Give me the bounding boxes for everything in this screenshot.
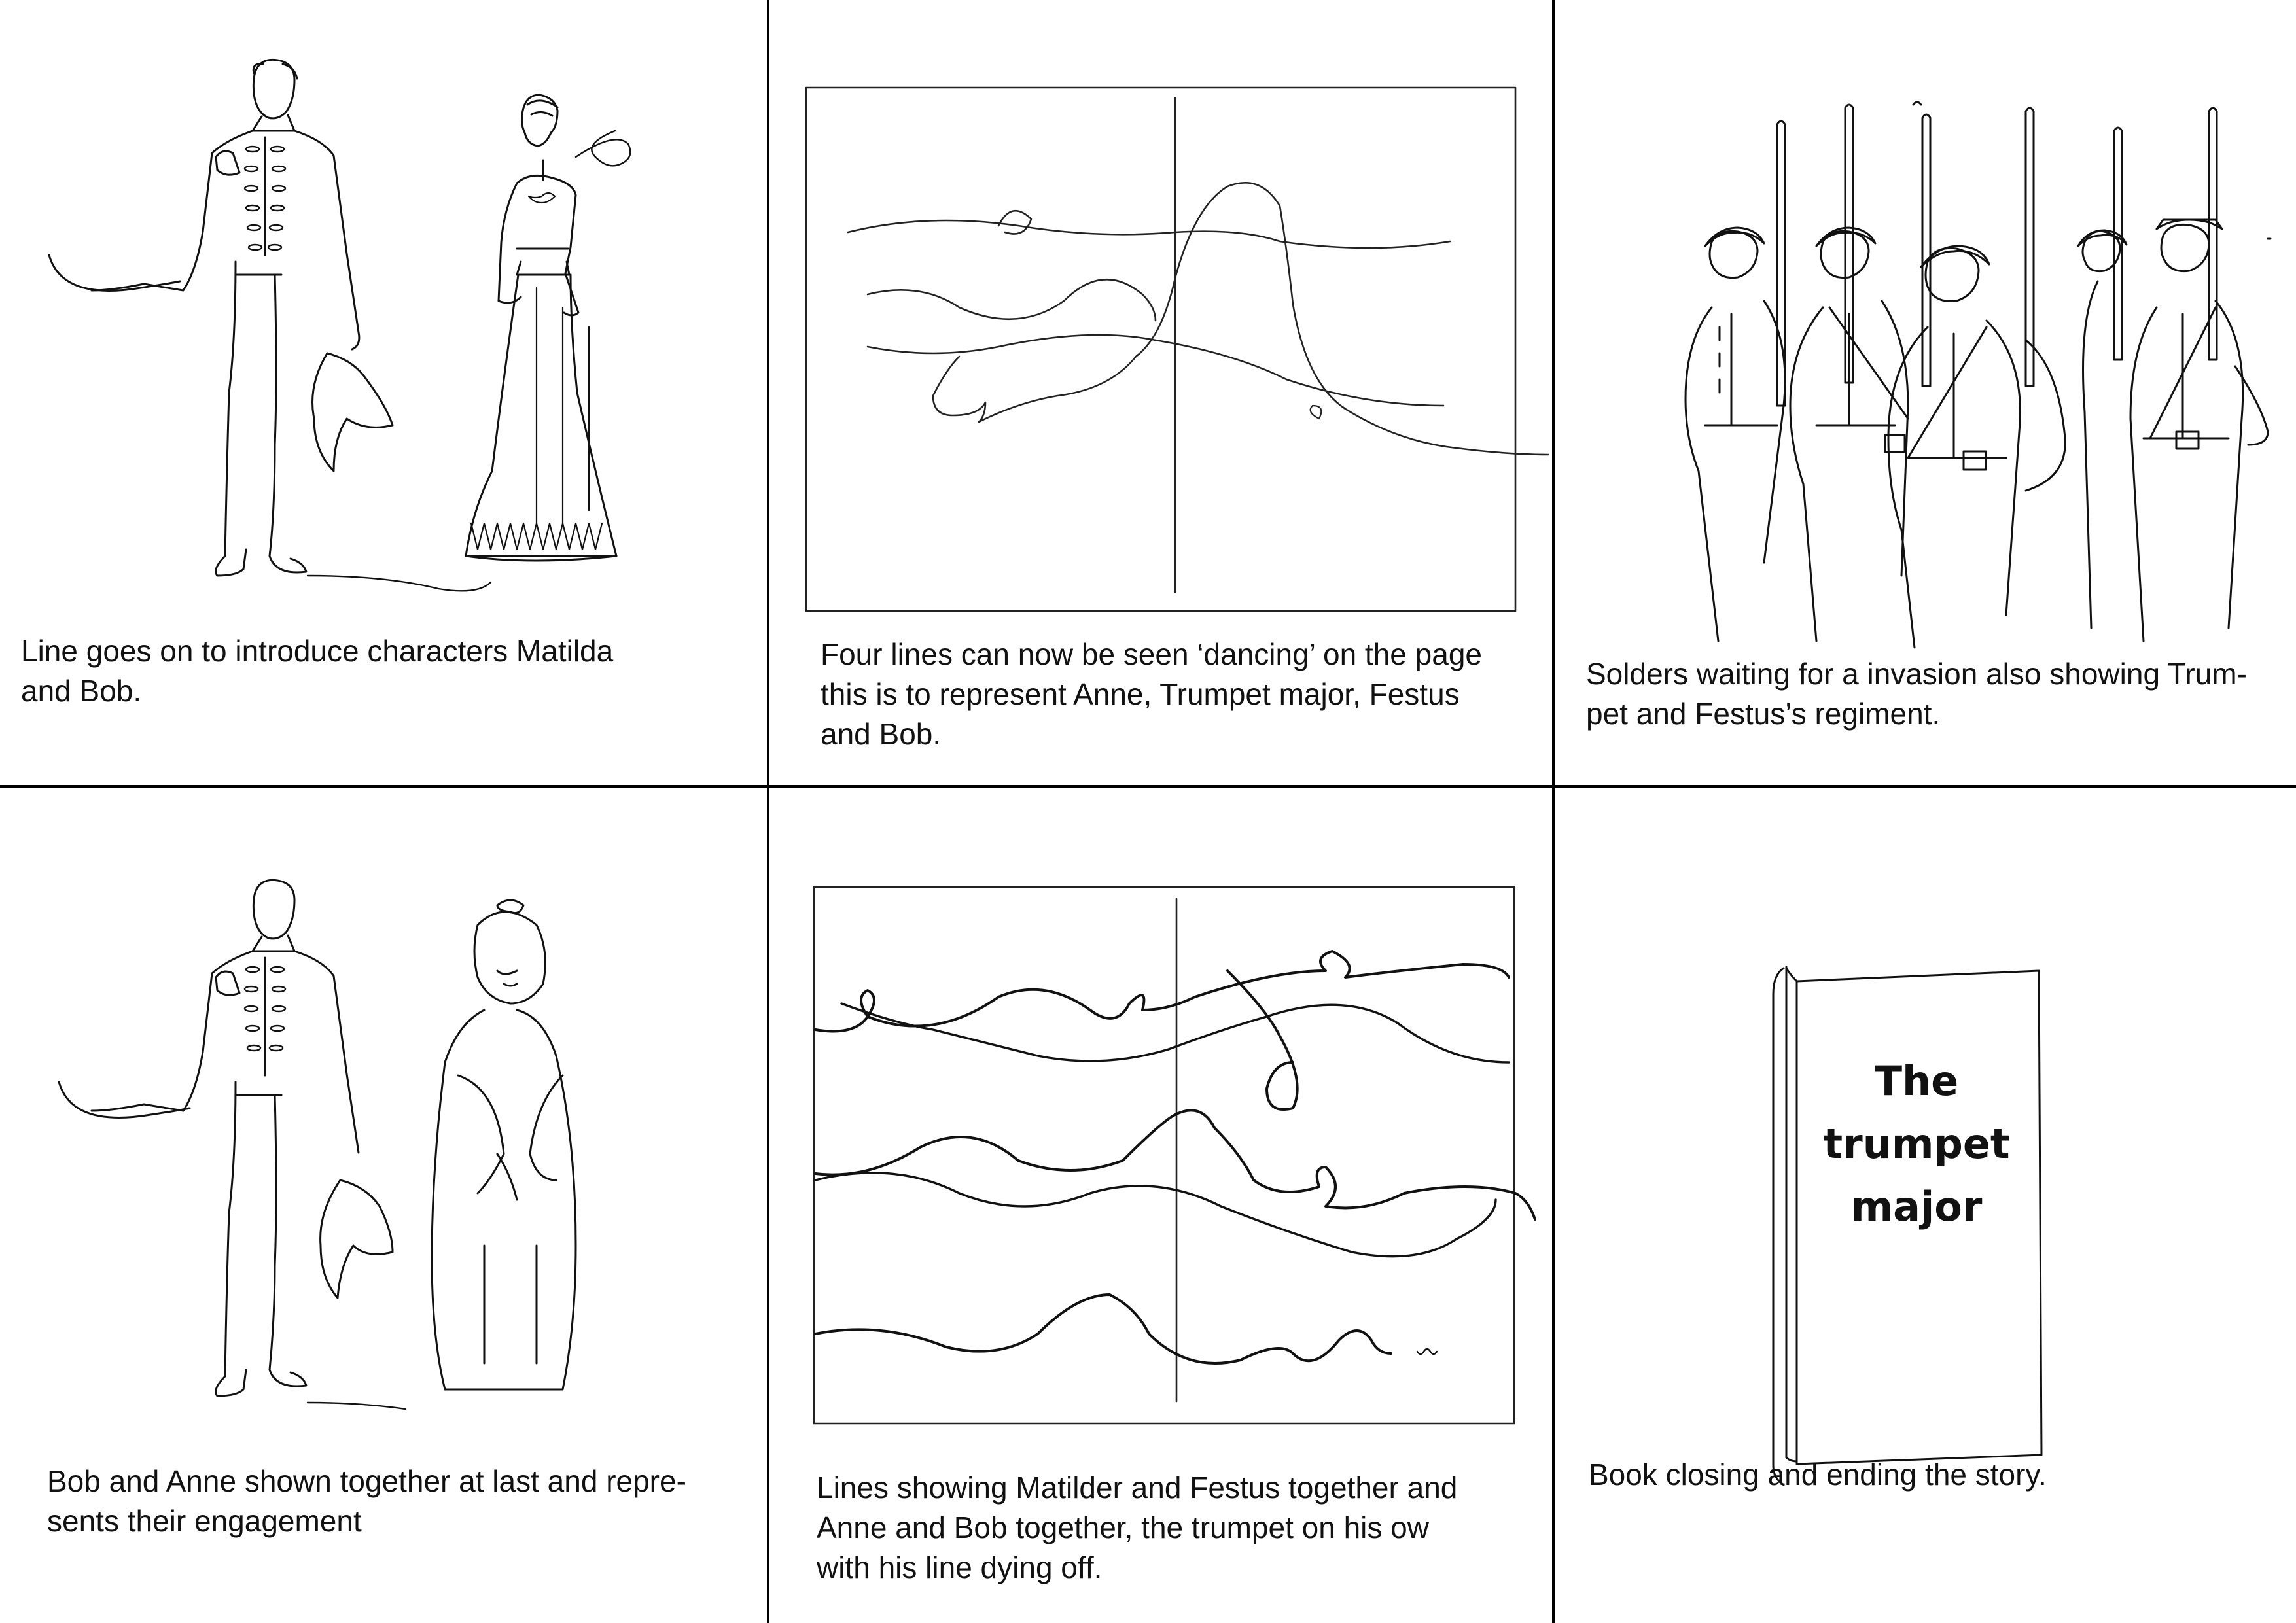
line-matilda-festus bbox=[815, 951, 1509, 1032]
bob-figure bbox=[92, 60, 393, 576]
closed-book-illustration bbox=[1555, 788, 2296, 1623]
caption-panel-4: Bob and Anne shown together at last and repre- sents their engagement bbox=[47, 1464, 686, 1538]
soldier-figure bbox=[2130, 220, 2268, 641]
soldier-figure bbox=[1790, 228, 1908, 641]
line-anne-bob bbox=[815, 1110, 1535, 1219]
soldier-figure bbox=[2078, 230, 2127, 628]
caption-panel-1: Line goes on to introduce characters Matilda and Bob. bbox=[21, 634, 614, 708]
book-spine bbox=[1773, 968, 1784, 1485]
story-line bbox=[49, 255, 180, 290]
storyboard-panel-3 bbox=[1555, 0, 2296, 785]
soldier-figure bbox=[1888, 246, 2065, 648]
caption-panel-2: Four lines can now be seen ‘dancing’ on the page this is to represent Anne, Trumpet major, Festus and Bob. bbox=[821, 637, 1482, 751]
page-frame bbox=[806, 88, 1515, 611]
storyboard-panel-2 bbox=[769, 0, 1552, 785]
bob-figure bbox=[92, 880, 393, 1396]
dancing-line-4 bbox=[933, 183, 1548, 455]
dancing-line-1 bbox=[848, 220, 1450, 248]
storyboard-panel-4 bbox=[0, 788, 767, 1623]
storyboard-panel-5 bbox=[769, 788, 1552, 1623]
storyboard-panel-6 bbox=[1555, 788, 2296, 1623]
book-title-line-2: trumpet bbox=[1823, 1120, 2010, 1168]
line-trumpet-major bbox=[815, 1295, 1391, 1363]
dancing-line-2 bbox=[868, 279, 1156, 321]
caption-panel-5: Lines showing Matilder and Festus together and Anne and Bob together, the trumpet on his ow with his line dying off. bbox=[817, 1471, 1458, 1584]
book-title-line-3: major bbox=[1850, 1183, 1983, 1230]
rifles bbox=[1777, 102, 2217, 406]
page-frame bbox=[814, 887, 1514, 1423]
soldier-figure bbox=[1686, 228, 1785, 641]
story-line bbox=[59, 1082, 190, 1117]
dancing-line-3 bbox=[868, 335, 1443, 406]
anne-figure bbox=[432, 900, 576, 1389]
matilda-figure bbox=[466, 95, 630, 561]
caption-panel-6: Book closing and ending the story. bbox=[1589, 1457, 2047, 1492]
caption-panel-3: Solders waiting for a invasion also showing Trum- pet and Festus’s regiment. bbox=[1586, 657, 2247, 731]
storyboard-panel-1 bbox=[0, 0, 767, 785]
book-title-line-1: The bbox=[1874, 1057, 1959, 1105]
